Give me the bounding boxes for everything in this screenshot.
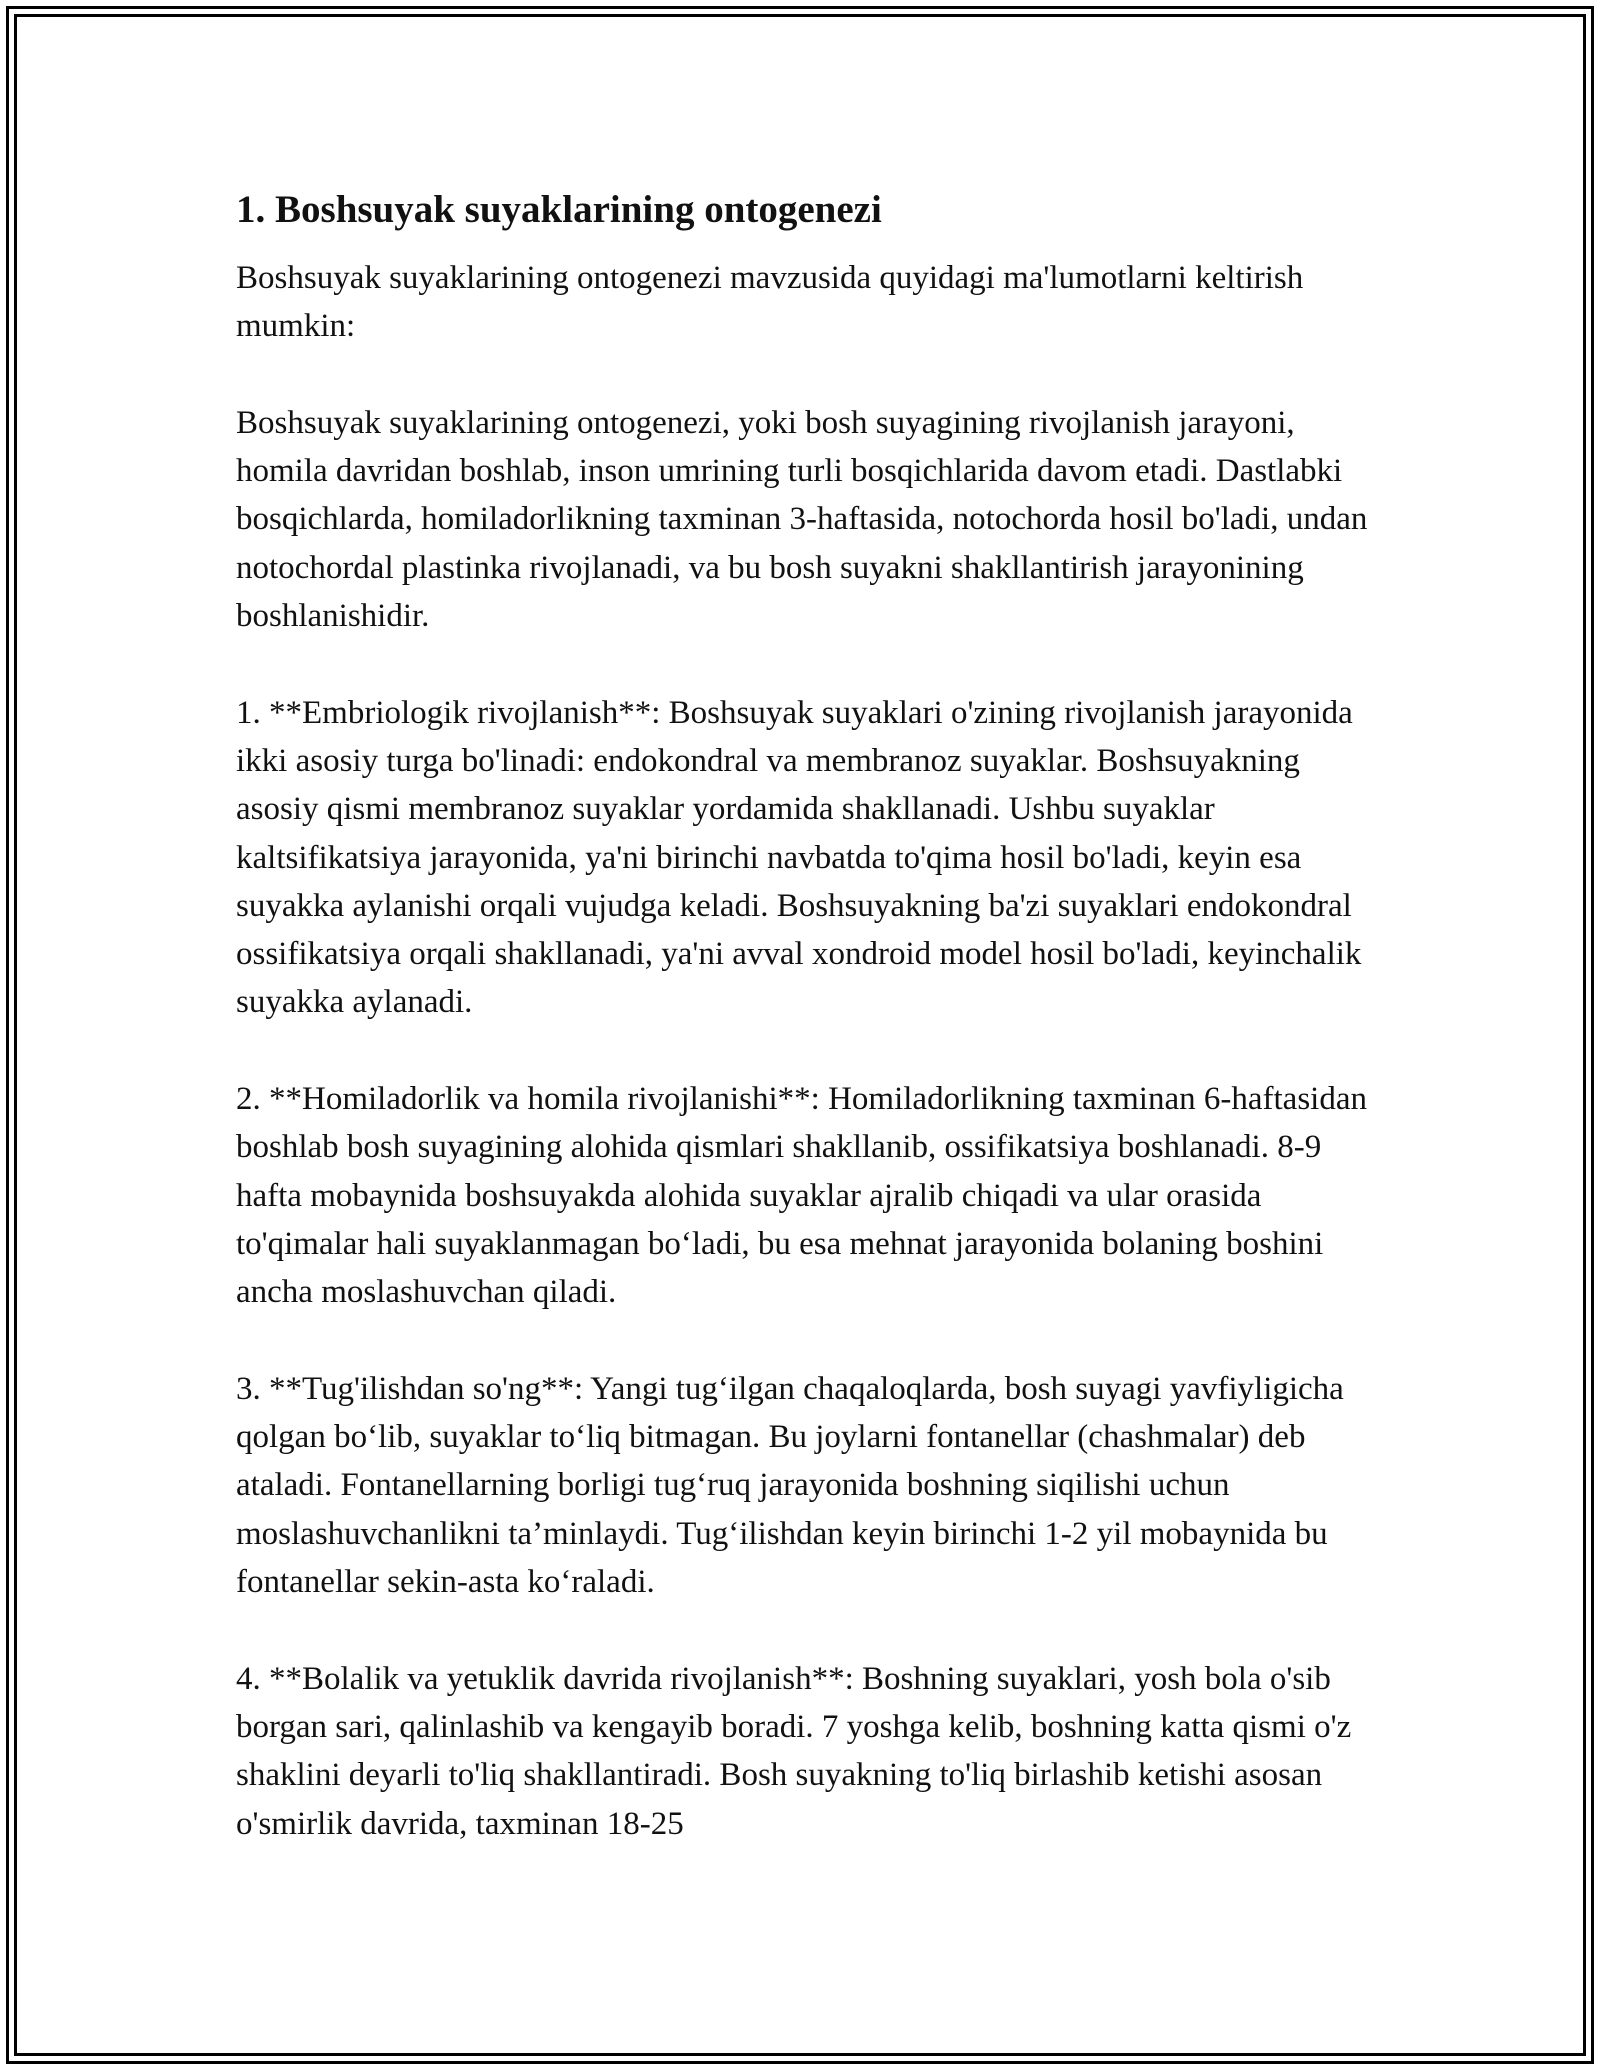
overview-paragraph: Boshsuyak suyaklarining ontogenezi, yoki bosh suyagining rivojlanish jarayoni, homila davridan boshlab, inson umrining turli bosqichlarida davom etadi. Dastlabki bosqichlarda, homiladorlikning taxminan 3-haftasida, notochorda hosil bo'ladi, undan notochordal plastinka rivojlanadi, va bu bosh suyakni shakllantirish jarayonining boshlanishidir. [236,404,1368,635]
childhood-paragraph: 4. **Bolalik va yetuklik davrida rivojlanish**: Boshning suyaklari, yosh bola o'sib borgan sari, qalinlashib va kengayib boradi. 7 yoshga kelib, boshning katta qismi o'z shaklini deyarli to'liq shakllantiradi. Bosh suyakning to'liq birlashib ketishi asosan o'smirlik davrida, taxminan 18-25 [236,1660,1352,1842]
intro-paragraph: Boshsuyak suyaklarining ontogenezi mavzusida quyidagi ma'lumotlarni keltirish mumkin: [236,260,1304,345]
after-birth-paragraph: 3. **Tug'ilishdan so'ng**: Yangi tug‘ilgan chaqaloqlarda, bosh suyagi yavfiyligicha qolgan bo‘lib, suyaklar to‘liq bitmagan. Bu joylarni fontanellar (chashmalar) deb ataladi. Fontanellarning borligi tug‘ruq jarayonida boshning siqilishi uchun moslashuvchanlikni ta’minlaydi. Tug‘ilishdan keyin birinchi 1-2 yil mobaynida bu fontanellar sekin-asta ko‘raladi. [236,1370,1344,1601]
document-body [236,186,1376,1896]
section-title: 1. Boshsuyak suyaklarining ontogenezi [236,188,882,231]
pregnancy-paragraph: 2. **Homiladorlik va homila rivojlanishi**: Homiladorlikning taxminan 6-haftasidan boshlab bosh suyagining alohida qismlari shakllanib, ossifikatsiya boshlanadi. 8-9 hafta mobaynida boshsuyakda alohida suyaklar ajralib chiqadi va ular orasida to'qimalar hali suyaklanmagan bo‘ladi, bu esa mehnat jarayonida bolaning boshini ancha moslashuvchan qiladi. [236,1081,1367,1311]
embryology-paragraph: 1. **Embriologik rivojlanish**: Boshsuyak suyaklari o'zining rivojlanish jarayonida ikki asosiy turga bo'linadi: endokondral va membranoz suyaklar. Boshsuyakning asosiy qismi membranoz suyaklar yordamida shakllanadi. Ushbu suyaklar kaltsifikatsiya jarayonida, ya'ni birinchi navbatda to'qima hosil bo'ladi, keyin esa suyakka aylanishi orqali vujudga keladi. Boshsuyakning ba'zi suyaklari endokondral ossifikatsiya orqali shakllanadi, ya'ni avval xondroid model hosil bo'ladi, keyinchalik suyakka aylanadi. [236,694,1362,1021]
